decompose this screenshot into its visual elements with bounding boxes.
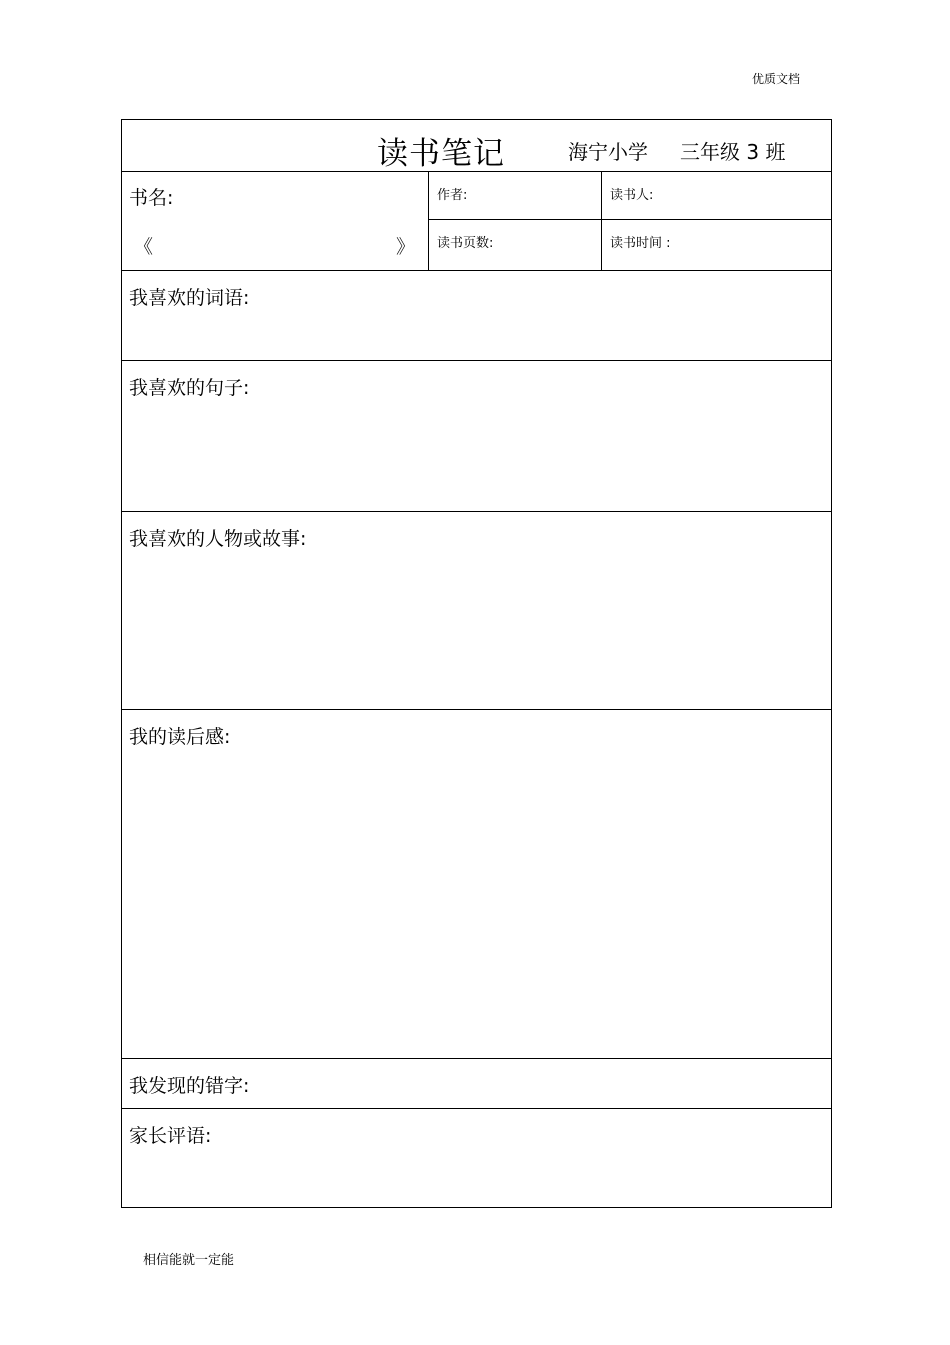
book-name-cell[interactable] <box>122 172 429 270</box>
favorite-words-section[interactable] <box>122 271 831 361</box>
reader-label: 读书人: <box>610 188 654 203</box>
typos-found-label: 我发现的错字: <box>129 1075 250 1097</box>
class-name: 三年级 3 班 <box>680 140 786 164</box>
parent-comments-section[interactable] <box>122 1109 831 1207</box>
author-label: 作者: <box>437 188 468 203</box>
reflections-section[interactable] <box>122 710 831 1059</box>
reading-time-cell[interactable] <box>602 220 831 270</box>
pages-read-label: 读书页数: <box>437 236 494 251</box>
book-info-row <box>122 172 831 271</box>
author-cell[interactable] <box>429 172 602 220</box>
header-note: 优质文档 <box>752 72 801 86</box>
title-row <box>122 120 831 172</box>
form-title: 读书笔记 <box>377 136 505 172</box>
footer-note: 相信能就一定能 <box>143 1253 235 1268</box>
book-title-close-quote: 》 <box>396 236 416 258</box>
book-name-label: 书名: <box>129 187 174 209</box>
school-name: 海宁小学 <box>568 140 648 164</box>
favorite-sentences-section[interactable] <box>122 361 831 512</box>
favorite-characters-label: 我喜欢的人物或故事: <box>129 528 307 550</box>
reading-notes-form <box>121 119 832 1208</box>
favorite-sentences-label: 我喜欢的句子: <box>129 377 250 399</box>
reflections-label: 我的读后感: <box>129 726 231 748</box>
book-title-open-quote: 《 <box>134 236 154 258</box>
parent-comments-label: 家长评语: <box>129 1125 212 1147</box>
favorite-characters-section[interactable] <box>122 512 831 710</box>
pages-read-cell[interactable] <box>429 220 602 270</box>
favorite-words-label: 我喜欢的词语: <box>129 287 250 309</box>
reading-time-label: 读书时间 : <box>610 236 671 251</box>
reader-cell[interactable] <box>602 172 831 220</box>
typos-found-section[interactable] <box>122 1059 831 1109</box>
